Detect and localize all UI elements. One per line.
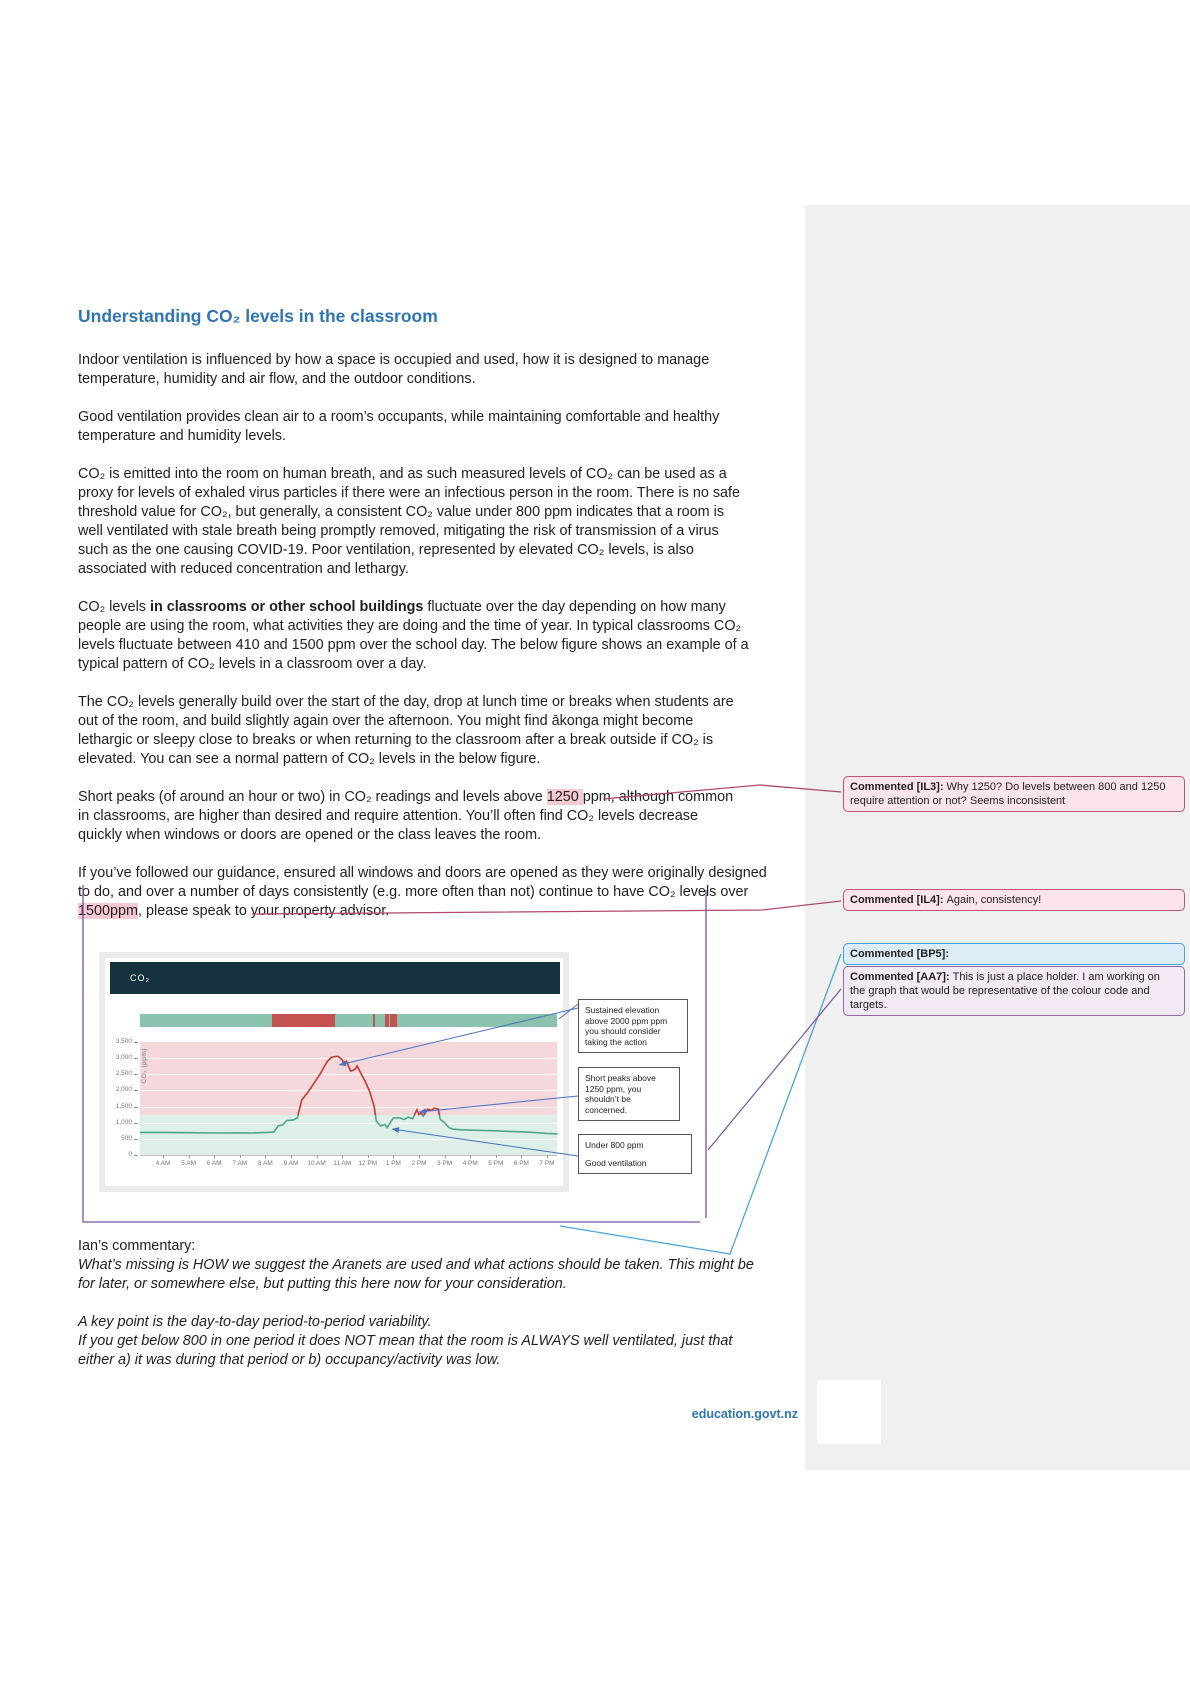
y-tick-mark bbox=[134, 1074, 138, 1075]
paragraph-co2-fluctuation bbox=[78, 598, 754, 674]
x-tick-mark bbox=[189, 1155, 190, 1158]
x-tick-mark bbox=[368, 1155, 369, 1158]
callout-under-800-line1: Under 800 ppm bbox=[585, 1140, 644, 1150]
comment-box-il3[interactable] bbox=[843, 776, 1185, 812]
callout-short-peaks: Short peaks above 1250 ppm, you shouldn’t be concerned. bbox=[578, 1067, 680, 1121]
paragraph-daily-pattern: The CO₂ levels generally build over the start of the day, drop at lunch time or breaks when students are out of the room, and build slightly again over the afternoon. You might find ākonga might become lethargic or sleepy close to breaks or when returning to the classroom after a break outside if CO₂ is elevated. You can see a normal pattern of CO₂ levels in the below figure. bbox=[78, 694, 734, 767]
y-tick-label: 2,000 bbox=[115, 1086, 132, 1094]
y-tick-label: 0 bbox=[128, 1151, 132, 1158]
p6-pre: Short peaks (of around an hour or two) in CO₂ readings and levels above bbox=[78, 789, 547, 805]
ians-commentary bbox=[78, 1237, 772, 1370]
status-band-alert-segment bbox=[385, 1014, 389, 1027]
y-tick-label: 500 bbox=[121, 1134, 132, 1142]
y-tick-label: 3,000 bbox=[115, 1054, 132, 1062]
review-comments-panel bbox=[805, 205, 1190, 1470]
p7-pre: If you’ve followed our guidance, ensured all windows and doors are opened as they were originally designed to do, and over a number of days consistently (e.g. more often than not) continue to have CO₂ levels over bbox=[78, 865, 767, 900]
comment-il4-label: Commented [IL4]: bbox=[850, 894, 944, 906]
comment-aa7-text: This is just a place holder. I am working on the graph that would be representative of the colour code and targets. bbox=[850, 971, 1160, 1011]
comment-il3-text: Why 1250? Do levels between 800 and 1250 require attention or not? Seems inconsistent bbox=[850, 781, 1166, 807]
y-axis-label: CO₂ (ppm) bbox=[141, 1048, 148, 1084]
gridline bbox=[140, 1074, 557, 1075]
x-tick-label: 4 AM bbox=[155, 1160, 171, 1167]
comment-il3-label: Commented [IL3]: bbox=[850, 781, 944, 793]
chart-plot-area bbox=[140, 1042, 557, 1155]
p4-bold-classrooms: in classrooms or other school buildings bbox=[149, 599, 424, 615]
comment-aa7-label: Commented [AA7]: bbox=[850, 971, 950, 983]
page-title: Understanding CO₂ levels in the classroom bbox=[78, 306, 438, 326]
commentary-paragraph-1: What’s missing is HOW we suggest the Aranets are used and what actions should be taken. This might be for later, or somewhere else, but putting this here now for your consideration. bbox=[78, 1257, 754, 1292]
x-tick-label: 5 PM bbox=[488, 1160, 504, 1167]
x-tick-label: 7 AM bbox=[232, 1160, 248, 1167]
gridline bbox=[140, 1107, 557, 1108]
status-band-alert-segment bbox=[390, 1014, 397, 1027]
x-tick-label: 6 AM bbox=[206, 1160, 222, 1167]
above-threshold-region bbox=[140, 1042, 557, 1115]
callout-under-800 bbox=[578, 1134, 692, 1174]
x-tick-mark bbox=[470, 1155, 471, 1158]
x-tick-label: 2 PM bbox=[411, 1160, 427, 1167]
gridline bbox=[140, 1090, 557, 1091]
x-tick-label: 10 AM bbox=[307, 1160, 326, 1167]
y-tick-label: 2,500 bbox=[115, 1070, 132, 1078]
y-tick-mark bbox=[134, 1042, 138, 1043]
comment-box-aa7[interactable] bbox=[843, 966, 1185, 1016]
status-band-alert-segment bbox=[272, 1014, 335, 1027]
x-tick-label: 9 AM bbox=[283, 1160, 299, 1167]
y-tick-mark bbox=[134, 1058, 138, 1059]
x-tick-mark bbox=[265, 1155, 266, 1158]
paragraph-good-ventilation: Good ventilation provides clean air to a room’s occupants, while maintaining comfortable and healthy temperature and humidity levels. bbox=[78, 409, 720, 444]
x-tick-label: 5 AM bbox=[181, 1160, 196, 1167]
p6-post: ppm, although common in classrooms, are higher than desired and require attention. You’ll often find CO₂ levels decrease quickly when windows or doors are opened or the class leaves the room. bbox=[78, 789, 734, 843]
y-tick-mark bbox=[134, 1123, 138, 1124]
status-band-alert-segment bbox=[373, 1014, 376, 1027]
p7-post: , please speak to your property advisor. bbox=[138, 903, 390, 919]
callout-sustained-elevation: Sustained elevation above 2000 ppm ppm you should consider taking the action bbox=[578, 999, 688, 1053]
x-tick-label: 11 AM bbox=[333, 1160, 352, 1167]
footer-website-link[interactable]: education.govt.nz bbox=[691, 1407, 798, 1421]
commentary-paragraph-2: A key point is the day-to-day period-to-period variability. bbox=[78, 1314, 432, 1330]
figure-header-bar bbox=[110, 962, 560, 994]
x-tick-mark bbox=[317, 1155, 318, 1158]
document-body bbox=[78, 305, 778, 940]
x-tick-label: 12 PM bbox=[358, 1160, 378, 1167]
x-tick-mark bbox=[342, 1155, 343, 1158]
p4-pre: CO₂ levels bbox=[78, 599, 150, 615]
x-tick-label: 6 PM bbox=[513, 1160, 529, 1167]
comment-anchor-1250[interactable]: 1250 bbox=[546, 789, 583, 805]
commentary-heading: Ian’s commentary: bbox=[78, 1238, 196, 1254]
paragraph-co2-proxy: CO₂ is emitted into the room on human breath, and as such measured levels of CO₂ can be used as a proxy for levels of exhaled virus particles if there were an infectious person in the room. There is no safe threshold value for CO₂, but generally, a consistent CO₂ value under 800 ppm indicates that a room is well ventilated with stale breath being promptly removed, mitigating the risk of transmission of a virus such as the one causing COVID-19. Poor ventilation, represented by elevated CO₂ levels, is also associated with reduced concentration and lethargy. bbox=[78, 466, 741, 577]
y-tick-mark bbox=[134, 1090, 138, 1091]
gridline bbox=[140, 1058, 557, 1059]
x-tick-mark bbox=[496, 1155, 497, 1158]
comment-box-bp5[interactable] bbox=[843, 943, 1185, 965]
x-tick-mark bbox=[240, 1155, 241, 1158]
p4-post: fluctuate over the day depending on how many people are using the room, what activities they are doing and the time of year. In typical classrooms CO₂ levels fluctuate between 410 and 1500 ppm over the school day. The below figure shows an example of a typical pattern of CO₂ levels in a classroom over a day. bbox=[78, 599, 749, 672]
x-tick-label: 1 PM bbox=[385, 1160, 401, 1167]
paragraph-property-advisor bbox=[78, 864, 772, 921]
x-tick-label: 4 PM bbox=[462, 1160, 478, 1167]
x-tick-mark bbox=[445, 1155, 446, 1158]
callout-under-800-line2: Good ventilation bbox=[585, 1157, 647, 1168]
x-tick-mark bbox=[393, 1155, 394, 1158]
y-tick-label: 1,000 bbox=[115, 1118, 132, 1126]
x-tick-mark bbox=[214, 1155, 215, 1158]
commentary-paragraph-3: If you get below 800 in one period it does NOT mean that the room is ALWAYS well ventilated, just that either a) it was during that period or b) occupancy/activity was low. bbox=[78, 1333, 733, 1368]
x-tick-label: 7 PM bbox=[539, 1160, 555, 1167]
comment-il4-text: Again, consistency! bbox=[946, 894, 1042, 906]
y-tick-mark bbox=[134, 1155, 138, 1156]
y-tick-mark bbox=[134, 1107, 138, 1108]
paragraph-ventilation-influence: Indoor ventilation is influenced by how a space is occupied and used, how it is designed to manage temperature, humidity and air flow, and the outdoor conditions. bbox=[78, 352, 710, 387]
ventilation-status-band bbox=[140, 1014, 557, 1027]
figure-header-label: CO₂ bbox=[130, 973, 150, 983]
x-tick-mark bbox=[547, 1155, 548, 1158]
page-number-placeholder bbox=[817, 1380, 881, 1444]
x-tick-mark bbox=[521, 1155, 522, 1158]
x-tick-mark bbox=[163, 1155, 164, 1158]
y-tick-label: 3,500 bbox=[115, 1038, 132, 1045]
comment-box-il4[interactable] bbox=[843, 889, 1185, 911]
comment-bp5-label: Commented [BP5]: bbox=[850, 948, 950, 960]
paragraph-short-peaks bbox=[78, 788, 742, 845]
y-tick-mark bbox=[134, 1139, 138, 1140]
gridline bbox=[140, 1139, 557, 1140]
x-tick-label: 8 AM bbox=[257, 1160, 273, 1167]
gridline bbox=[140, 1123, 557, 1124]
x-tick-mark bbox=[291, 1155, 292, 1158]
below-threshold-region bbox=[140, 1115, 557, 1155]
y-tick-label: 1,500 bbox=[115, 1102, 132, 1110]
x-tick-label: 3 PM bbox=[437, 1160, 453, 1167]
x-axis-line bbox=[140, 1155, 557, 1156]
x-tick-mark bbox=[419, 1155, 420, 1158]
comment-anchor-1500ppm[interactable]: 1500ppm bbox=[78, 903, 139, 919]
